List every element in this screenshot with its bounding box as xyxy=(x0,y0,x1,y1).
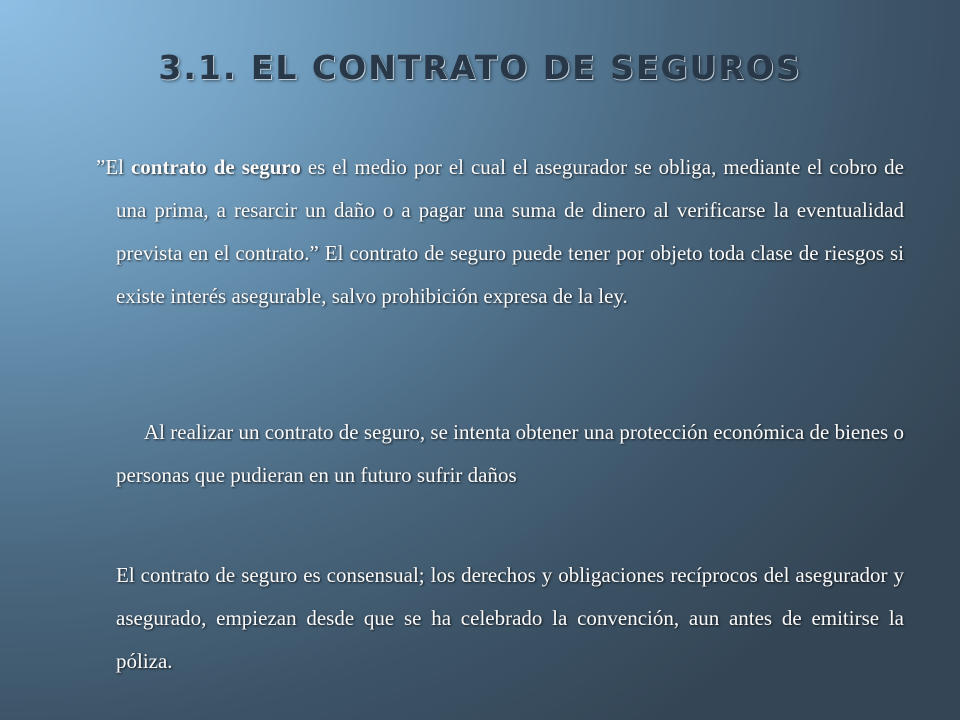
paragraph-purpose: Al realizar un contrato de seguro, se intenta obtener una protección económica de bienes o personas que pudieran en un futuro sufrir daños xyxy=(116,420,904,487)
slide-title: 3.1. EL CONTRATO DE SEGUROS xyxy=(158,48,802,87)
definition-lead: El xyxy=(105,155,131,179)
definition-term: contrato de seguro xyxy=(130,155,301,179)
open-quote: ” xyxy=(96,155,106,179)
definition-text: es el medio por el cual el asegurador se obliga, mediante el cobro de una prima, a resarcir un daño o a pagar una suma de dinero al verificarse la eventualidad prevista en el contrato.” El contrato de seguro puede tener por objeto toda clase de riesgos si existe interés asegurable, salvo prohibición expresa de la ley. xyxy=(116,155,904,308)
paragraph-consensual: El contrato de seguro es consensual; los derechos y obligaciones recíprocos del asegurador y asegurado, empiezan desde que se ha celebrado la convención, aun antes de emitirse la póliza. xyxy=(116,563,904,673)
paragraph-definition xyxy=(96,146,904,318)
